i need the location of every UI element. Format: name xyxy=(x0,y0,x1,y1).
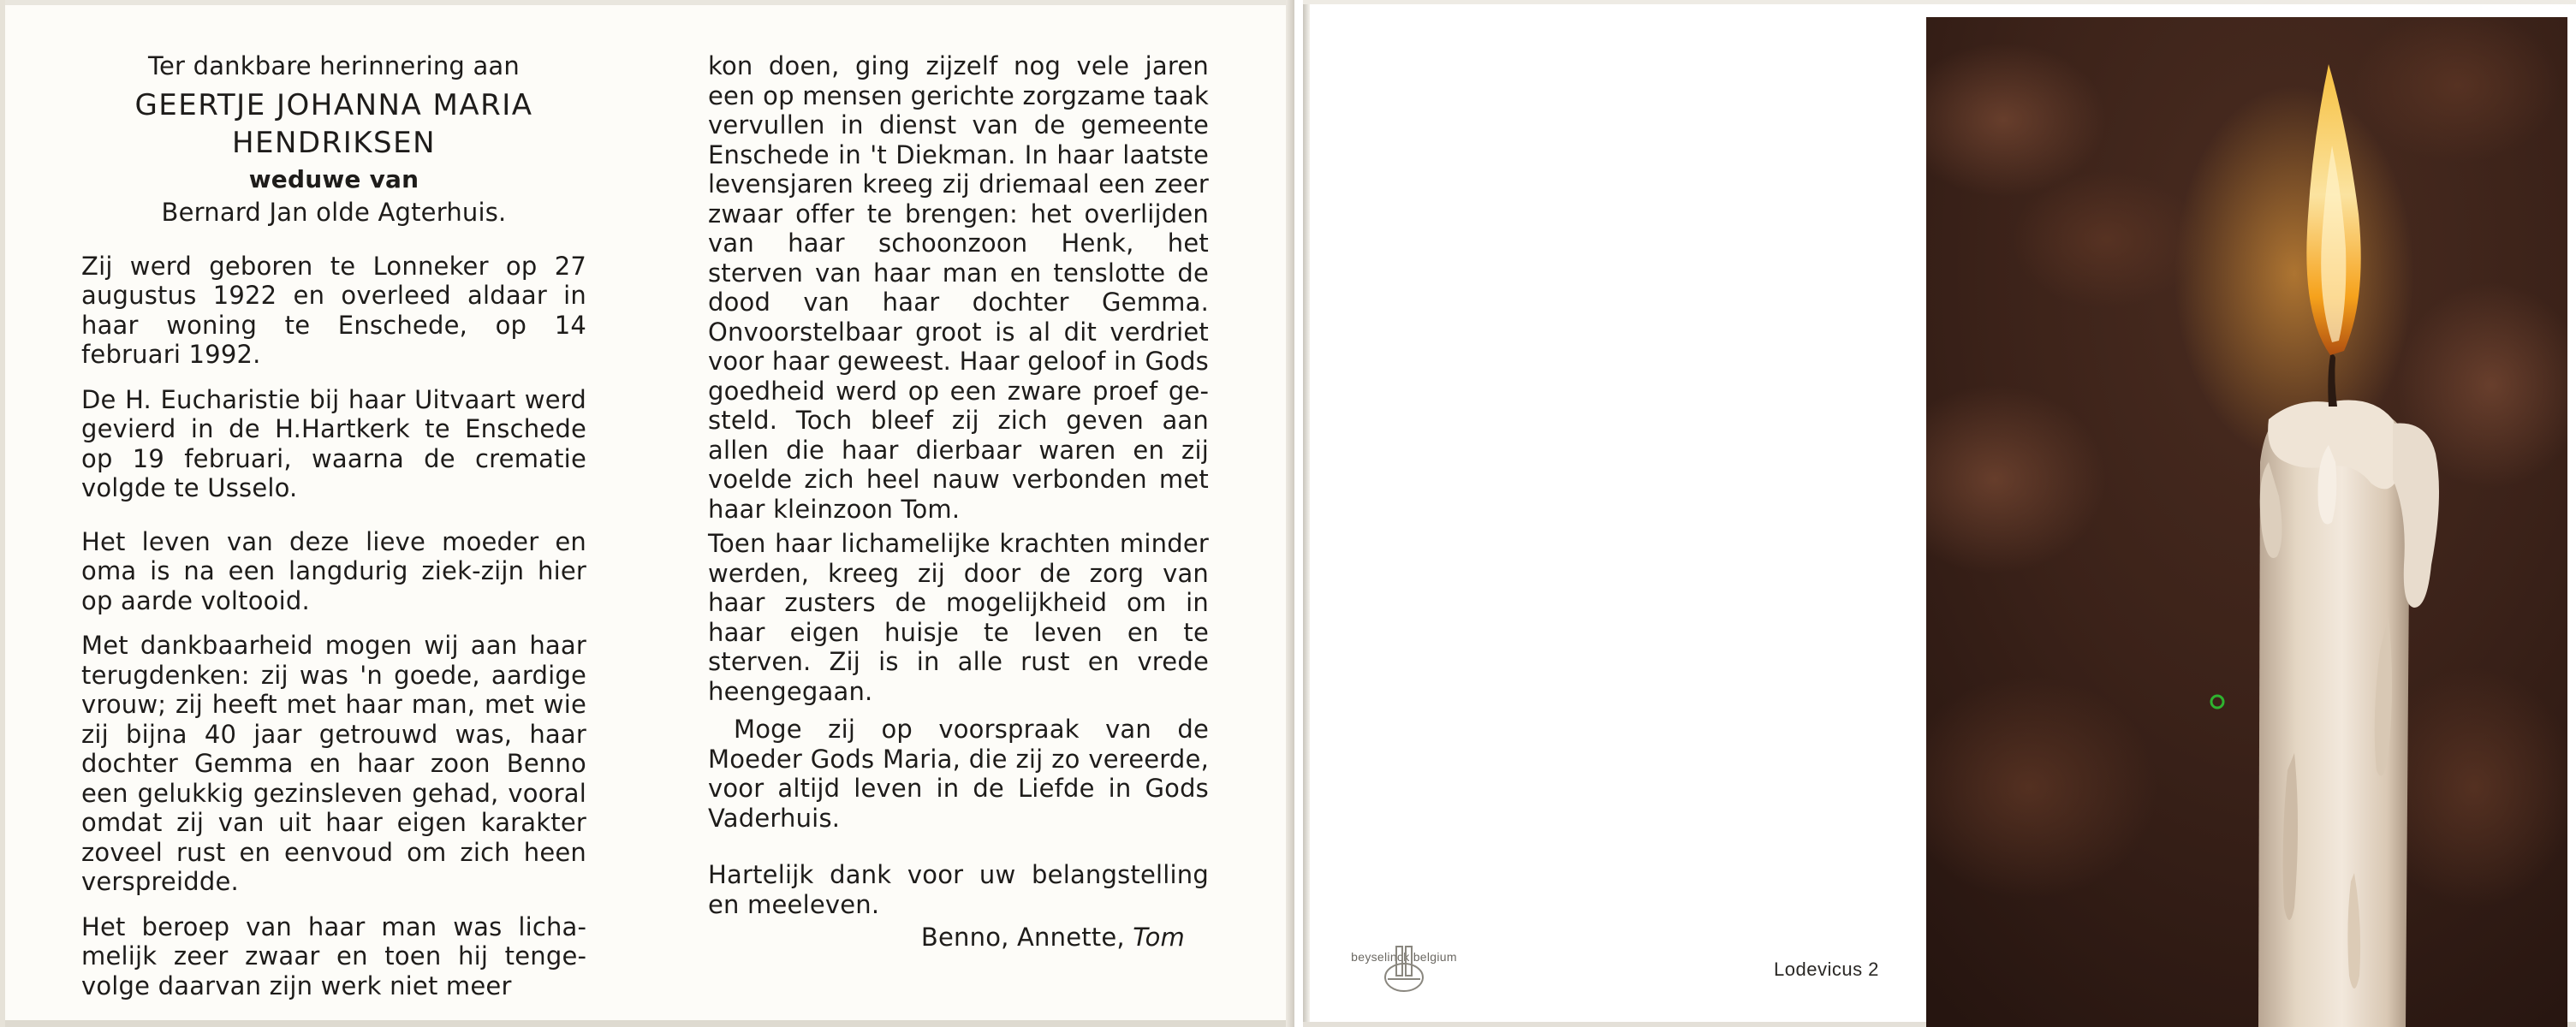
husband-name: Bernard Jan olde Agterhuis. xyxy=(161,198,507,227)
prayer-paragraph: Moge zij op voorspraak van de Moeder Gods Maria, die zij zo vereerde, voor altijd leven in de Liefde in Gods Vaderhuis. xyxy=(708,715,1209,833)
card-edge xyxy=(1303,0,1310,1027)
publisher-emblem-icon xyxy=(1379,943,1429,996)
remembrance-paragraph: Met dankbaarheid mogen wij aan haar terugdenken: zij was 'n goede, aardige vrouw; zij heeft met haar man, met wie zij bijna 40 jaar getrouwd was, haar dochter Gemma en haar zoon Benno een gelukkig gezinsleven gehad, vooral omdat zij van uit haar eigen karakter zoveel rust en eenvoud om zich heen verspreidde. xyxy=(81,631,586,896)
funeral-paragraph: De H. Eucharistie bij haar Uitvaart werd gevierd in de H.Hartkerk te Enschede op 19 februari, waarna de crematie volgde te Usselo. xyxy=(81,384,586,502)
candle-illustration xyxy=(1926,17,2567,1027)
publisher-logo xyxy=(1340,943,1468,1003)
signature-names: Benno, Annette, xyxy=(920,923,1125,952)
card-edge xyxy=(0,0,5,1027)
deceased-name-line1: GEERTJE JOHANNA MARIA xyxy=(134,87,533,122)
card-edge xyxy=(0,0,1294,5)
text-column-right xyxy=(708,51,1209,953)
card-edge xyxy=(1303,0,2576,4)
catalog-number: Lodevicus 2 xyxy=(1774,959,1879,980)
signature-grandchild: Tom xyxy=(1133,923,1185,952)
husband-work-paragraph: Het beroep van haar man was lichamelijk zeer zwaar en toen hij tengevolge daarvan zijn werk niet meer xyxy=(81,911,586,1000)
card-gap xyxy=(1294,0,1303,1027)
continuation-paragraph: kon doen, ging zijzelf nog vele jaren een op mensen gerichte zorgzame taak vervullen in dienst van de gemeente Enschede in 't Diekman. In haar laatste levensjaren kreeg zij driemaal een zeer zwaar offer te brengen: het overlijden van haar schoonzoon Henk, het sterven van haar man en tenslotte de dood van haar dochter Gemma. Onvoorstelbaar groot is al dit verdriet voor haar geweest. Haar geloof in Gods goedheid werd op een zware proef gesteld. Toch bleef zij zich geven aan allen die haar dierbaar waren en zij voelde zich heel nauw verbonden met haar kleinzoon Tom. xyxy=(708,51,1209,524)
intro-line: Ter dankbare herinnering aan xyxy=(148,51,520,80)
thanks-paragraph: Hartelijk dank voor uw belangstelling en meeleven. xyxy=(708,860,1209,919)
final-years-paragraph: Toen haar lichamelijke krachten minder werden, kreeg zij door de zorg van haar zusters de mogelijkheid om in haar eigen huisje te leven en te sterven. Zij is in alle rust en vrede heengegaan. xyxy=(708,529,1209,706)
card-edge xyxy=(1286,0,1294,1027)
deceased-name-line2: HENDRIKSEN xyxy=(231,125,437,160)
widow-of-label: weduwe van xyxy=(248,164,419,193)
signature xyxy=(708,923,1209,953)
birth-death-paragraph: Zij werd geboren te Lonneker op 27 augustus 1922 en overleed aldaar in haar woning te Enschede, op 14 februari 1992. xyxy=(81,251,586,369)
publisher-text: beyselinck belgium xyxy=(1351,950,1457,964)
candle-photo xyxy=(1926,17,2567,1027)
text-column-left xyxy=(81,51,586,1000)
picture-card xyxy=(1303,0,2576,1027)
card-edge xyxy=(0,1020,1294,1027)
life-completed-paragraph: Het leven van deze lieve moeder en oma is na een langdurig ziek-zijn hier op aarde voltooid. xyxy=(81,526,586,615)
